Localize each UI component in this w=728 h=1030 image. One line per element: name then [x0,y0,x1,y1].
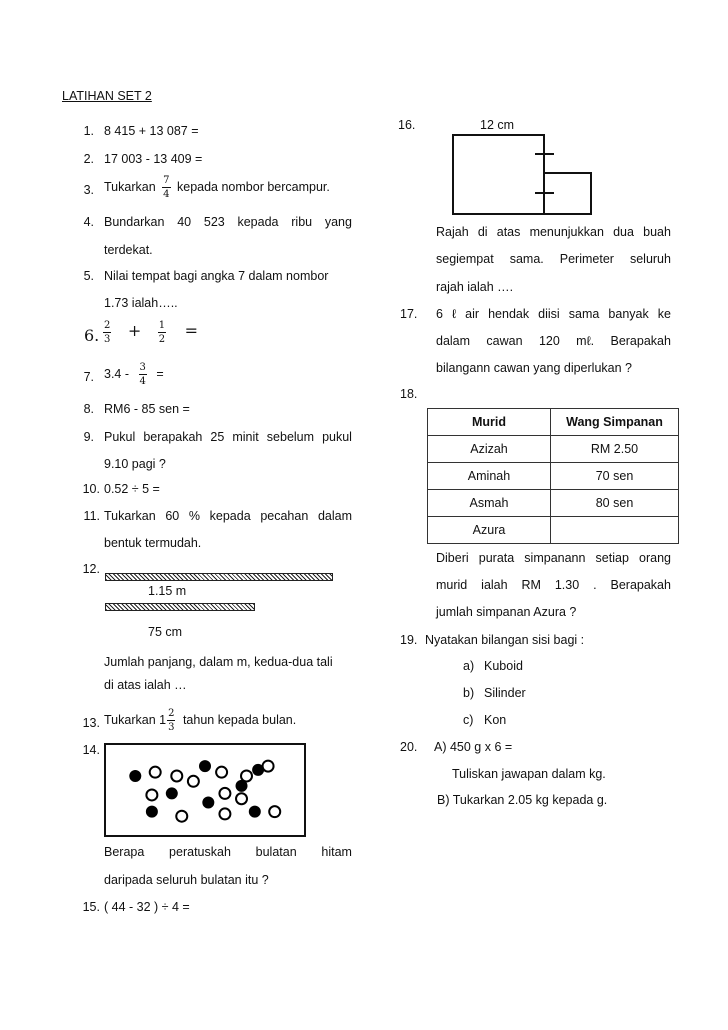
word: dalam [436,334,471,348]
question-20-part-b: B) Tukarkan 2.05 kg kepada g. [437,793,608,807]
table-cell: Asmah [428,490,551,517]
word: minit [232,430,259,444]
fraction-numerator: 1 [158,320,166,331]
circles-frame [105,744,305,836]
question-19-text: Nyatakan bilangan sisi bagi : [425,633,585,647]
black-circle [130,770,141,781]
white-circle [216,767,227,778]
word: RM [521,578,541,592]
question-16-line-3: rajah ialah …. [436,280,514,294]
table-cell: 80 sen [551,490,679,517]
question-number: 3. [83,183,94,197]
word: hendak [488,307,530,321]
word: Perimeter [559,252,614,266]
question-20-part-a: A) 450 g x 6 = [434,740,513,754]
question-20-part-a-note: Tuliskan jawapan dalam kg. [452,767,606,781]
black-circle [146,806,157,817]
question-number: 16. [398,118,416,132]
table-cell: Azizah [428,436,551,463]
fraction-denominator: 4 [163,189,170,200]
question-18-line-2 [436,578,671,592]
word: ribu [291,215,313,229]
white-circle [176,811,187,822]
word: diisi [538,307,560,321]
word: dua [613,225,634,239]
word: berapakah [143,430,203,444]
word: 523 [203,215,225,229]
word: sama. [509,252,544,266]
white-circle [219,788,230,799]
word: Diberi [436,551,469,565]
word: cawan [486,334,523,348]
black-circle [249,806,260,817]
worksheet-title: LATIHAN SET 2 [62,89,152,103]
word: 1.30 [554,578,580,592]
question-17-line-1 [436,307,671,321]
question-7-text [104,361,164,388]
word: mℓ. [576,334,595,348]
word: pecahan [260,509,309,523]
fraction-numerator: 7 [163,175,170,186]
word: Berapakah [610,578,671,592]
black-circle [166,788,177,799]
word: 60 [165,509,180,523]
large-square [453,135,544,214]
word: kepada [237,215,279,229]
word: peratuskah [169,845,231,859]
word: menunjukkan [529,225,604,239]
white-circle [219,808,230,819]
question-14-line-2: daripada seluruh bulatan itu ? [104,873,269,887]
word: ke [657,307,671,321]
question-number: 20. [400,740,418,754]
word: Berapakah [610,334,671,348]
question-8-text: RM6 - 85 sen = [104,402,190,416]
fraction-denominator: 3 [168,722,175,733]
question-17-line-3: bilangann cawan yang diperlukan ? [436,361,632,375]
question-number: 13. [82,716,100,730]
question-number: 5. [83,269,94,283]
word: Berapa [104,845,145,859]
rope-long [105,573,333,581]
question-14-line-1 [104,845,352,859]
q3-prefix: Tukarkan [104,179,156,194]
word: setiap [595,551,629,565]
question-16-line-1 [436,225,671,239]
question-1-text: 8 415 + 13 087 = [104,124,199,138]
list-item-label: c) [463,713,474,727]
white-circle [269,806,280,817]
table-cell: Azura [428,517,551,544]
fraction [167,707,175,734]
table-cell: RM 2.50 [551,436,679,463]
question-13-text [104,707,296,734]
question-9-line-1 [104,430,352,444]
word: bulatan [255,845,297,859]
question-11-line-2: bentuk termudah. [104,536,202,550]
table-cell [551,517,679,544]
list-item: Silinder [484,686,526,700]
question-10-text: 0.52 ÷ 5 = [104,482,160,496]
rope-long-label: 1.15 m [148,584,187,598]
fraction-numerator: 2 [104,320,111,331]
two-squares-diagram [452,134,597,216]
question-number: 7. [83,370,94,384]
white-circle [150,767,161,778]
list-item-label: b) [463,686,475,700]
question-number: 2. [83,152,94,166]
question-number: 4. [83,215,94,229]
word: 40 [177,215,192,229]
question-number: 9. [83,430,94,444]
question-2-text: 17 003 - 13 409 = [104,152,203,166]
word: . [593,578,597,592]
q13-suffix: tahun kepada bulan. [182,712,297,727]
word: % [188,509,200,523]
word: orang [639,551,671,565]
list-item: Kon [484,713,507,727]
rope-short [105,603,255,611]
question-number: 19. [400,633,418,647]
word: simpanann [524,551,586,565]
fraction-numerator: 2 [168,708,175,719]
table-row [428,463,679,490]
word: Rajah [436,225,469,239]
question-5-line-2: 1.73 ialah….. [104,296,178,310]
fraction-numerator: 3 [139,362,146,373]
word: segiempat [436,252,494,266]
table-header: Wang Simpanan [551,409,679,436]
fraction [139,361,147,388]
q7-suffix: = [156,366,164,381]
circles-diagram [104,743,306,837]
q3-suffix: kepada nombor bercampur. [177,179,330,194]
word: yang [324,215,352,229]
plus-sign: + [127,320,142,340]
question-18-line-1 [436,551,671,565]
black-circle [253,764,264,775]
savings-table [427,408,679,544]
question-number: 8. [83,402,94,416]
word: banyak [608,307,649,321]
word: buah [643,225,671,239]
word: dalam [317,509,352,523]
word: murid [436,578,468,592]
fraction-denominator: 4 [139,376,146,387]
question-12-line-1: Jumlah panjang, dalam m, kedua-dua tali [104,655,333,669]
white-circle [146,789,157,800]
question-15-text: ( 44 - 32 ) ÷ 4 = [104,900,190,914]
table-cell: 70 sen [551,463,679,490]
word: Bundarkan [104,215,165,229]
white-circle [236,793,247,804]
question-number: 18. [400,387,418,401]
question-3-text [104,174,330,201]
word: air [465,307,480,321]
question-number: 12. [82,562,100,576]
question-number: 6. [84,326,100,345]
word: kepada [209,509,251,523]
white-circle [241,770,252,781]
fraction [103,319,111,346]
word: Pukul [104,430,136,444]
question-number: 14. [82,743,100,757]
question-number: 17. [400,307,418,321]
word: hitam [321,845,352,859]
table-row [428,436,679,463]
question-number: 10. [82,482,100,496]
fraction-denominator: 3 [104,334,111,345]
question-6-expression [100,319,198,346]
table-cell: Aminah [428,463,551,490]
word: pukul [322,430,352,444]
question-number: 15. [82,900,100,914]
list-item: Kuboid [484,659,523,673]
question-16-line-2 [436,252,671,266]
word: sama [568,307,600,321]
question-9-line-2: 9.10 pagi ? [104,457,166,471]
question-4-line-1 [104,215,352,229]
list-item-label: a) [463,659,475,673]
table-header-row [428,409,679,436]
q13-prefix: Tukarkan 1 [104,712,167,727]
fraction [162,174,170,201]
white-circle [188,776,199,787]
word: di [477,225,488,239]
word: sebelum [266,430,315,444]
fraction [158,319,166,346]
equals-sign: = [184,320,199,340]
word: seluruh [629,252,671,266]
word: atas [496,225,521,239]
question-5-line-1: Nilai tempat bagi angka 7 dalam nombor [104,269,329,283]
word: purata [478,551,515,565]
word: 6 [436,307,443,321]
word: 25 [210,430,225,444]
black-circle [203,797,214,808]
question-12-line-2: di atas ialah … [104,678,187,692]
rectangle-width-label: 12 cm [480,118,515,132]
question-number: 11. [83,509,100,523]
question-18-line-3: jumlah simpanan Azura ? [436,605,577,619]
question-17-line-2 [436,334,671,348]
black-circle [200,761,211,772]
word: 120 [538,334,560,348]
question-11-line-1 [104,509,352,523]
white-circle [171,770,182,781]
word: ialah [481,578,508,592]
white-circle [263,761,274,772]
q7-prefix: 3.4 - [104,366,130,381]
question-4-line-2: terdekat. [104,243,153,257]
table-row [428,490,679,517]
table-header: Murid [428,409,551,436]
table-row [428,517,679,544]
black-circle [236,780,247,791]
fraction-denominator: 2 [158,334,166,345]
word: ℓ [452,307,457,321]
question-number: 1. [83,124,94,138]
rope-short-label: 75 cm [148,625,183,639]
word: Tukarkan [104,509,156,523]
